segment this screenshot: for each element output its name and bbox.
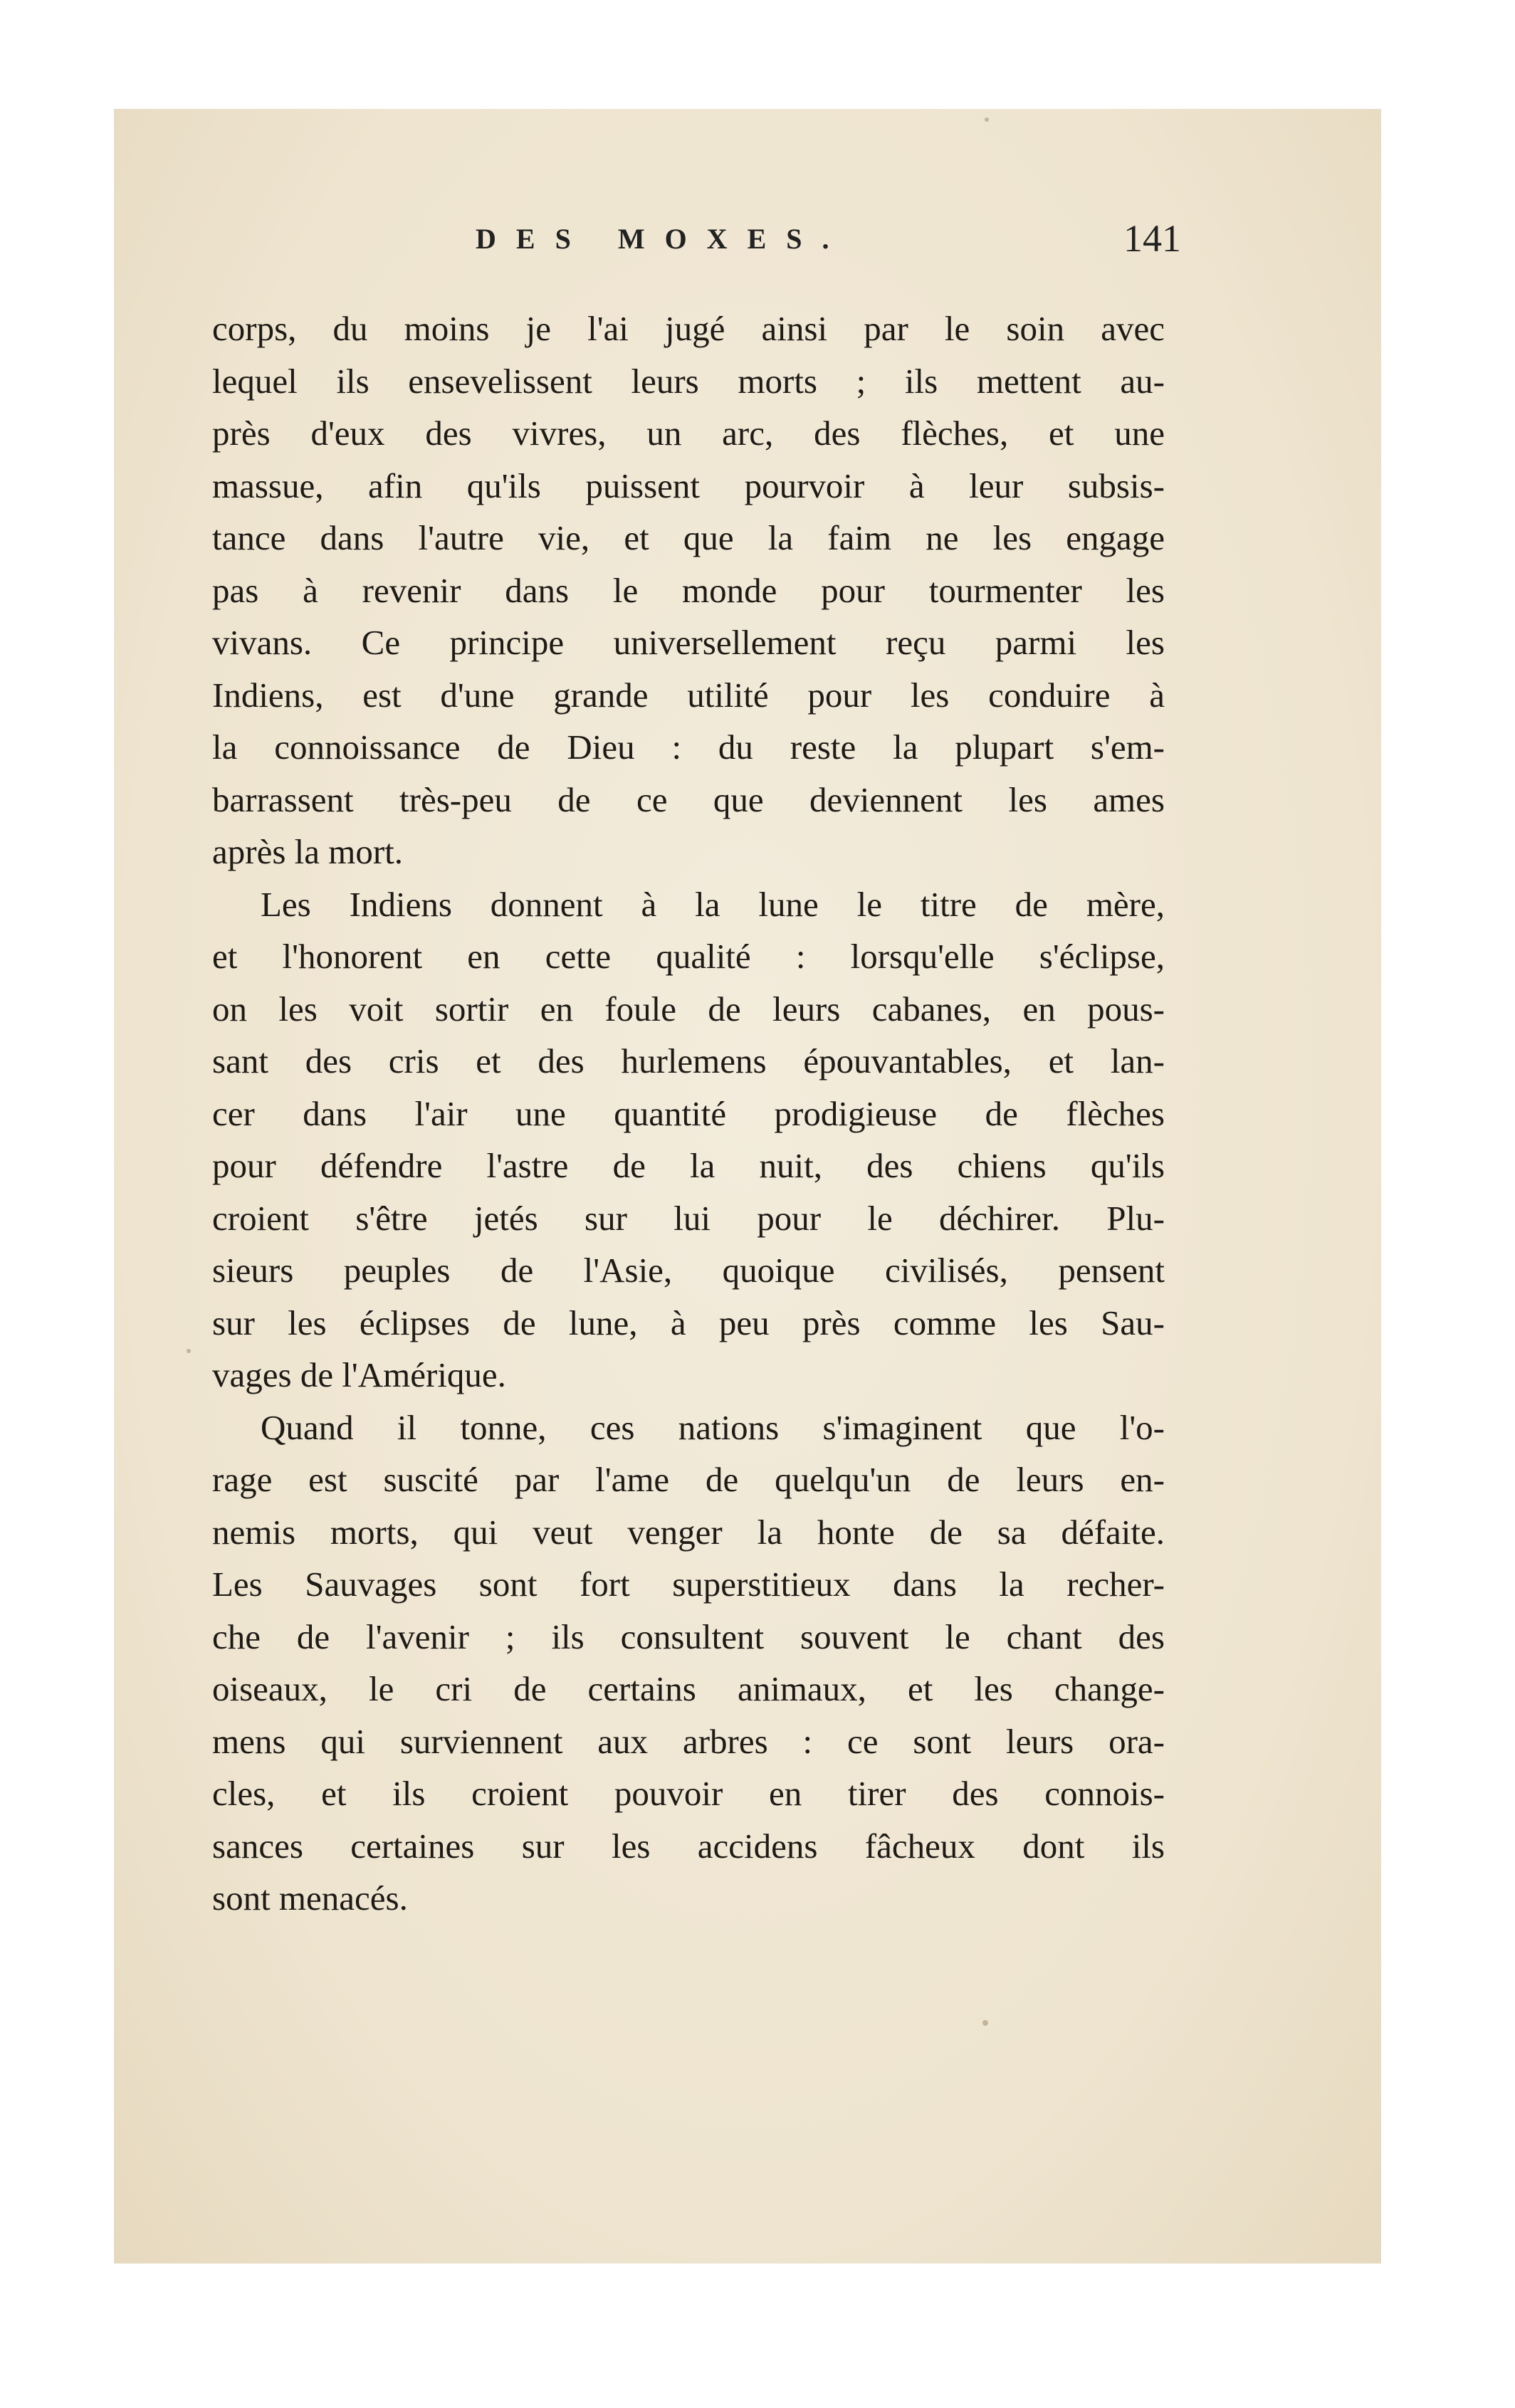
text-line: Les Indiens donnent à la lune le titre de mère, [261, 884, 1165, 924]
text-line: corps, du moins je l'ai jugé ainsi par le soin avec [212, 309, 1165, 348]
text-line: che de l'avenir ; ils consultent souvent le chant des [212, 1616, 1165, 1656]
page-header [0, 217, 1515, 272]
text-line: sant des cris et des hurlemens épouvantables, et lan- [212, 1041, 1165, 1081]
ink-spot [985, 117, 989, 122]
text-line: vivans. Ce principe universellement reçu parmi les [212, 623, 1165, 662]
text-line: mens qui surviennent aux arbres : ce sont leurs ora- [212, 1721, 1165, 1761]
text-line: pas à revenir dans le monde pour tourmenter les [212, 570, 1165, 610]
text-line: nemis morts, qui veut venger la honte de sa défaite. [212, 1512, 1165, 1552]
text-line: Indiens, est d'une grande utilité pour les conduire à [212, 675, 1165, 715]
text-line: cles, et ils croient pouvoir en tirer des connois- [212, 1774, 1165, 1813]
text-line: après la mort. [212, 832, 404, 871]
text-line: oiseaux, le cri de certains animaux, et les change- [212, 1669, 1165, 1708]
text-line: Les Sauvages sont fort superstitieux dans la recher- [212, 1565, 1165, 1604]
text-line: sur les éclipses de lune, à peu près comme les Sau- [212, 1303, 1165, 1342]
text-line: tance dans l'autre vie, et que la faim ne les engage [212, 518, 1165, 557]
text-line: près d'eux des vivres, un arc, des flèches, et une [212, 414, 1165, 453]
text-line: sieurs peuples de l'Asie, quoique civilisés, pensent [212, 1251, 1165, 1290]
text-line: barrassent très-peu de ce que deviennent les ames [212, 779, 1165, 819]
text-line: sont menacés. [212, 1878, 408, 1918]
text-line: on les voit sortir en foule de leurs cabanes, en pous- [212, 989, 1165, 1029]
text-line: rage est suscité par l'ame de quelqu'un de leurs en- [212, 1460, 1165, 1499]
text-line: cer dans l'air une quantité prodigieuse de flèches [212, 1093, 1165, 1133]
text-line: sances certaines sur les accidens fâcheux dont ils [212, 1826, 1165, 1866]
running-title: DES MOXES. [476, 223, 849, 255]
page-number: 141 [1123, 217, 1181, 260]
text-line: Quand il tonne, ces nations s'imaginent que l'o- [261, 1407, 1165, 1447]
text-line: la connoissance de Dieu : du reste la plupart s'em- [212, 727, 1165, 767]
text-line: vages de l'Amérique. [212, 1355, 506, 1394]
text-line: et l'honorent en cette qualité : lorsqu'elle s'éclipse, [212, 937, 1165, 976]
body-text [212, 303, 1165, 1925]
text-line: croient s'être jetés sur lui pour le déchirer. Plu- [212, 1198, 1165, 1238]
text-line: lequel ils ensevelissent leurs morts ; ils mettent au- [212, 361, 1165, 401]
ink-spot [982, 2020, 988, 2026]
ink-spot [187, 1349, 191, 1353]
text-line: pour défendre l'astre de la nuit, des chiens qu'ils [212, 1146, 1165, 1185]
text-line: massue, afin qu'ils puissent pourvoir à leur subsis- [212, 466, 1165, 505]
